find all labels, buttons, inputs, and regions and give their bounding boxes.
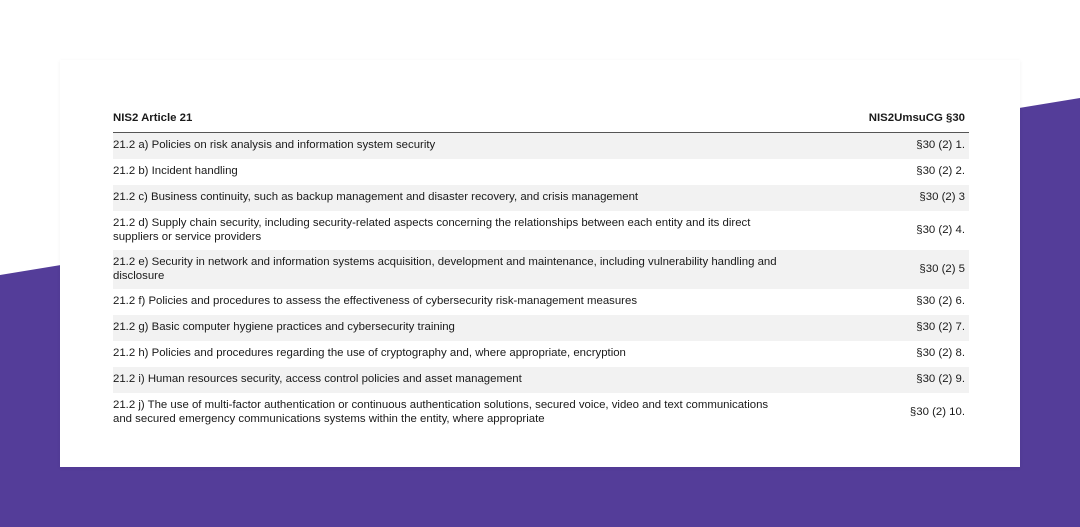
table-row bbox=[113, 185, 969, 211]
table-row bbox=[113, 289, 969, 315]
table-row bbox=[113, 393, 969, 432]
mapping-table bbox=[113, 106, 969, 432]
table-row bbox=[113, 315, 969, 341]
row-article: 21.2 b) Incident handling bbox=[113, 165, 238, 178]
row-article: 21.2 g) Basic computer hygiene practices and cybersecurity training bbox=[113, 315, 845, 341]
header-ref: NIS2UmsuCG §30 bbox=[845, 106, 969, 133]
row-ref: §30 (2) 2. bbox=[916, 165, 965, 178]
row-ref: §30 (2) 9. bbox=[845, 367, 969, 393]
table-row bbox=[113, 133, 969, 160]
row-article: 21.2 c) Business continuity, such as backup management and disaster recovery, and crisis management bbox=[113, 185, 845, 211]
row-article: 21.2 j) The use of multi-factor authentication or continuous authentication solutions, secured voice, video and text communications and secured emergency communications systems within the entity, where appropriate bbox=[113, 399, 769, 425]
row-ref: §30 (2) 6. bbox=[916, 295, 965, 308]
table-row bbox=[113, 211, 969, 250]
table-card bbox=[60, 60, 1020, 467]
table-header-row bbox=[113, 106, 969, 133]
row-ref: §30 (2) 10. bbox=[909, 405, 965, 418]
row-article: 21.2 f) Policies and procedures to assess the effectiveness of cybersecurity risk-management measures bbox=[113, 295, 638, 308]
table-row bbox=[113, 250, 969, 289]
row-article: 21.2 h) Policies and procedures regarding the use of cryptography and, where appropriate, encryption bbox=[113, 347, 626, 360]
table-row bbox=[113, 367, 969, 393]
row-ref: §30 (2) 7. bbox=[845, 315, 969, 341]
row-ref: §30 (2) 8. bbox=[916, 347, 965, 360]
row-article: 21.2 a) Policies on risk analysis and information system security bbox=[113, 133, 845, 160]
table-row bbox=[113, 159, 969, 185]
row-ref: §30 (2) 5 bbox=[845, 250, 969, 289]
row-ref: §30 (2) 3 bbox=[845, 185, 969, 211]
row-article: 21.2 i) Human resources security, access control policies and asset management bbox=[113, 367, 845, 393]
table-row bbox=[113, 341, 969, 367]
row-article: 21.2 e) Security in network and information systems acquisition, development and maintenance, including vulnerability handling and disclosure bbox=[113, 250, 845, 289]
row-ref: §30 (2) 1. bbox=[845, 133, 969, 160]
row-ref: §30 (2) 4. bbox=[916, 223, 965, 236]
header-article: NIS2 Article 21 bbox=[113, 106, 845, 133]
row-article: 21.2 d) Supply chain security, including security-related aspects concerning the relationships between each entity and its direct suppliers or service providers bbox=[113, 217, 751, 243]
